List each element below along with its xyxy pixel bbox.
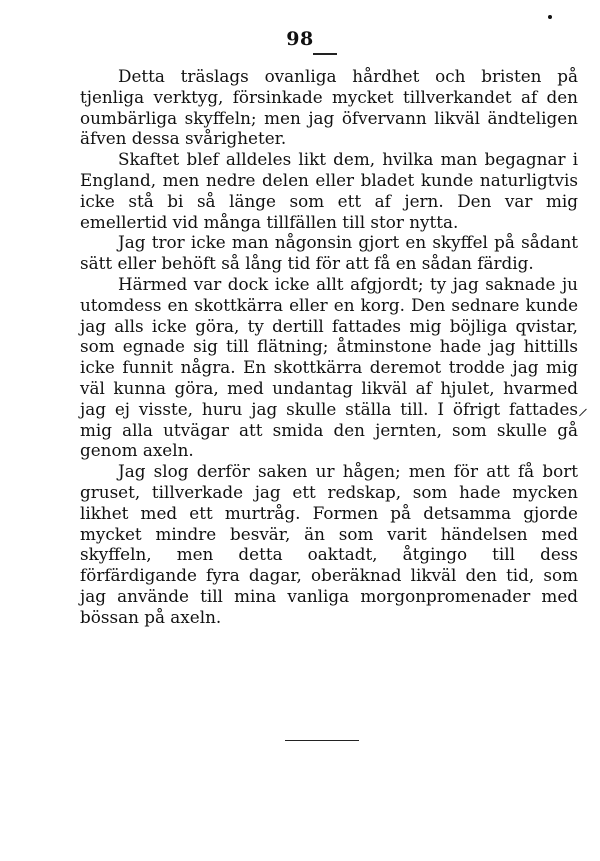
paragraph-2: Skaftet blef alldeles likt dem, hvilka man begagnar i England, men nedre delen eller bladet kunde naturligtvis icke stå bi så länge som ett af jern. Den var mig emellertid vid många tillfällen till stor nytta. <box>80 149 578 232</box>
body-text <box>80 66 578 628</box>
paragraph-3: Jag tror icke man någonsin gjort en skyffel på sådant sätt eller behöft så lång tid för att få en sådan färdig. <box>80 232 578 274</box>
ink-dot-mark <box>548 15 552 19</box>
page-number: 98 <box>286 28 314 50</box>
section-end-rule <box>285 740 359 741</box>
margin-mark <box>579 409 587 417</box>
page-number-underline <box>313 53 337 55</box>
paragraph-4: Härmed var dock icke allt afgjordt; ty jag saknade ju utomdess en skottkärra eller en korg. Den sednare kunde jag alls icke göra, ty dertill fattades mig böjliga qvistar, som egnade sig till flätning; åtminstone hade jag hittills icke funnit några. En skottkärra deremot trodde jag mig väl kunna göra, med undantag likväl af hjulet, hvarmed jag ej visste, huru jag skulle ställa till. I öfrigt fattades mig alla utvägar att smida den jernten, som skulle gå genom axeln. <box>80 273 578 461</box>
paragraph-5: Jag slog derför saken ur hågen; men för att få bort gruset, tillverkade jag ett redskap, som hade mycken likhet med ett murtråg. Formen på detsamma gjorde mycket mindre besvär, än som varit händelsen med skyffeln, men detta oaktadt, åtgingo till dess förfärdigande fyra dagar, oberäknad likväl den tid, som jag använde till mina vanliga morgonpromenader med bössan på axeln. <box>80 461 578 627</box>
paragraph-1: Detta träslags ovanliga hårdhet och bristen på tjenliga verktyg, försinkade mycket tillverkandet af den oumbärliga skyffeln; men jag öfvervann likväl ändteligen äfven dessa svårigheter. <box>80 66 578 149</box>
